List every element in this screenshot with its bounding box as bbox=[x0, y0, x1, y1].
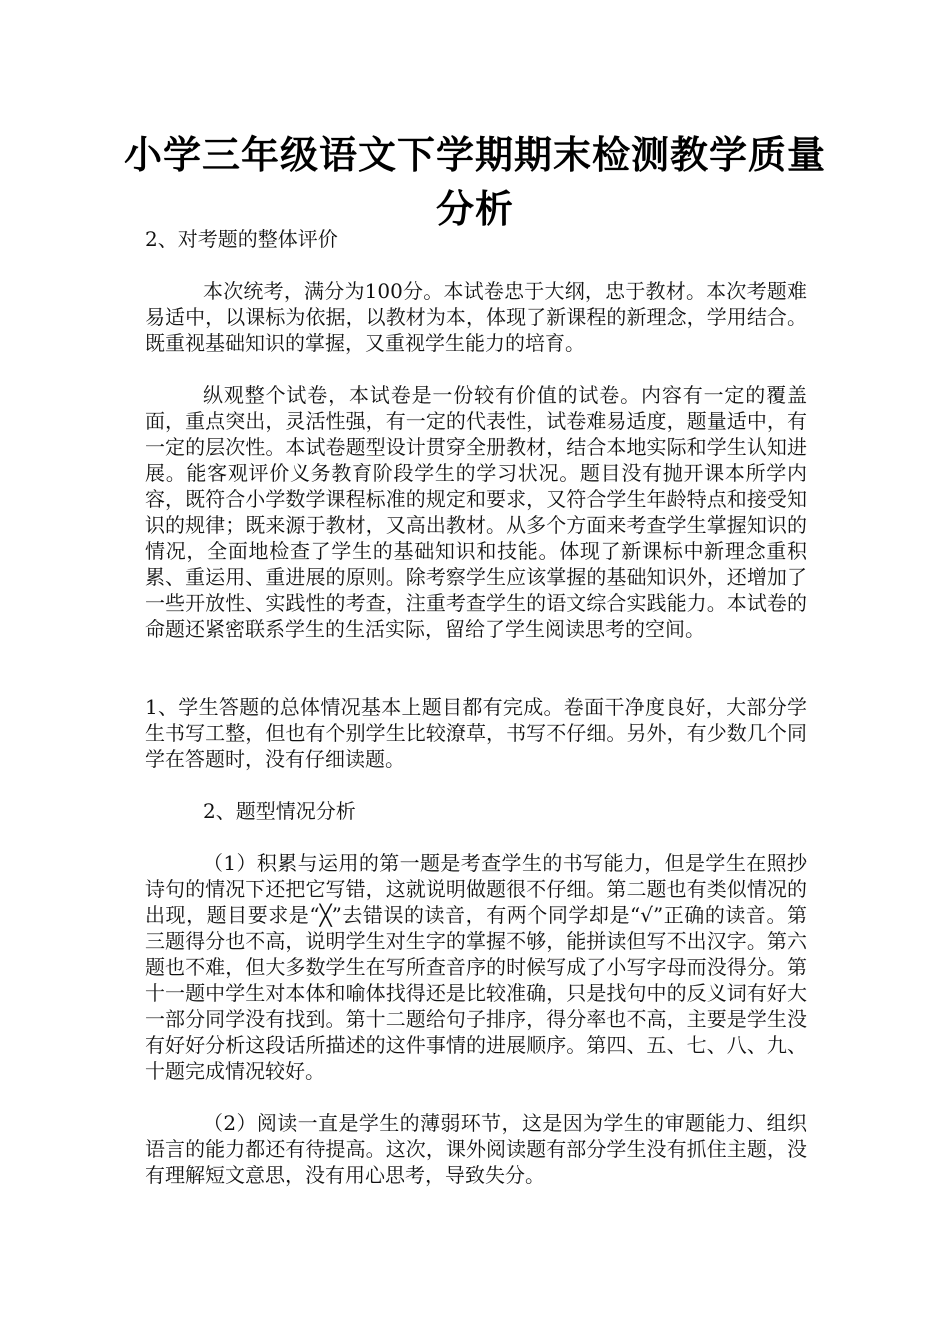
paragraph-answer-overview: 1、学生答题的总体情况基本上题目都有完成。卷面干净度良好，大部分学生书写工整，但也有个别学生比较潦草，书写不仔细。另外，有少数几个同学在答题时，没有仔细读题。 bbox=[145, 695, 807, 771]
section-heading-evaluation: 2、对考题的整体评价 bbox=[145, 227, 338, 251]
paragraph-reading-analysis: （2）阅读一直是学生的薄弱环节，这是因为学生的审题能力、组织语言的能力都还有待提高。这次，课外阅读题有部分学生没有抓住主题，没有理解短文意思，没有用心思考，导致失分。 bbox=[145, 1111, 807, 1187]
document-body bbox=[145, 226, 807, 1188]
paragraph-exam-overview: 本次统考，满分为100分。本试卷忠于大纲，忠于教材。本次考题难易适中，以课标为依据，以教材为本，体现了新课程的新理念，学用结合。既重视基础知识的掌握，又重视学生能力的培育。 bbox=[145, 279, 807, 355]
section-heading-question-analysis: 2、题型情况分析 bbox=[203, 799, 356, 823]
document-title: 小学三年级语文下学期期末检测教学质量分析 bbox=[123, 132, 826, 231]
paragraph-paper-review: 纵观整个试卷，本试卷是一份较有价值的试卷。内容有一定的覆盖面，重点突出，灵活性强，有一定的代表性，试卷难易适度，题量适中，有一定的层次性。本试卷题型设计贯穿全册教材，结合本地实际和学生认知进展。能客观评价义务教育阶段学生的学习状况。题目没有抛开课本所学内容，既符合小学数学课程标准的规定和要求，又符合学生年龄特点和接受知识的规律；既来源于教材，又高出教材。从多个方面来考查学生掌握知识的情况，全面地检查了学生的基础知识和技能。体现了新课标中新理念重积累、重运用、重进展的原则。除考察学生应该掌握的基础知识外，还增加了一些开放性、实践性的考查，注重考查学生的语文综合实践能力。本试卷的命题还紧密联系学生的生活实际，留给了学生阅读思考的空间。 bbox=[145, 383, 807, 641]
paragraph-accumulation-application: （1）积累与运用的第一题是考查学生的书写能力，但是学生在照抄诗句的情况下还把它写错，这就说明做题很不仔细。第二题也有类似情况的出现，题目要求是“╳”去错误的读音，有两个同学却是“√”正确的读音。第三题得分也不高，说明学生对生字的掌握不够，能拼读但写不出汉字。第六题也不难，但大多数学生在写所查音序的时候写成了小写字母而没得分。第十一题中学生对本体和喻体找得还是比较准确，只是找句中的反义词有好大一部分同学没有找到。第十二题给句子排序，得分率也不高，主要是学生没有好好分析这段话所描述的这件事情的进展顺序。第四、五、七、八、九、十题完成情况较好。 bbox=[145, 851, 807, 1083]
